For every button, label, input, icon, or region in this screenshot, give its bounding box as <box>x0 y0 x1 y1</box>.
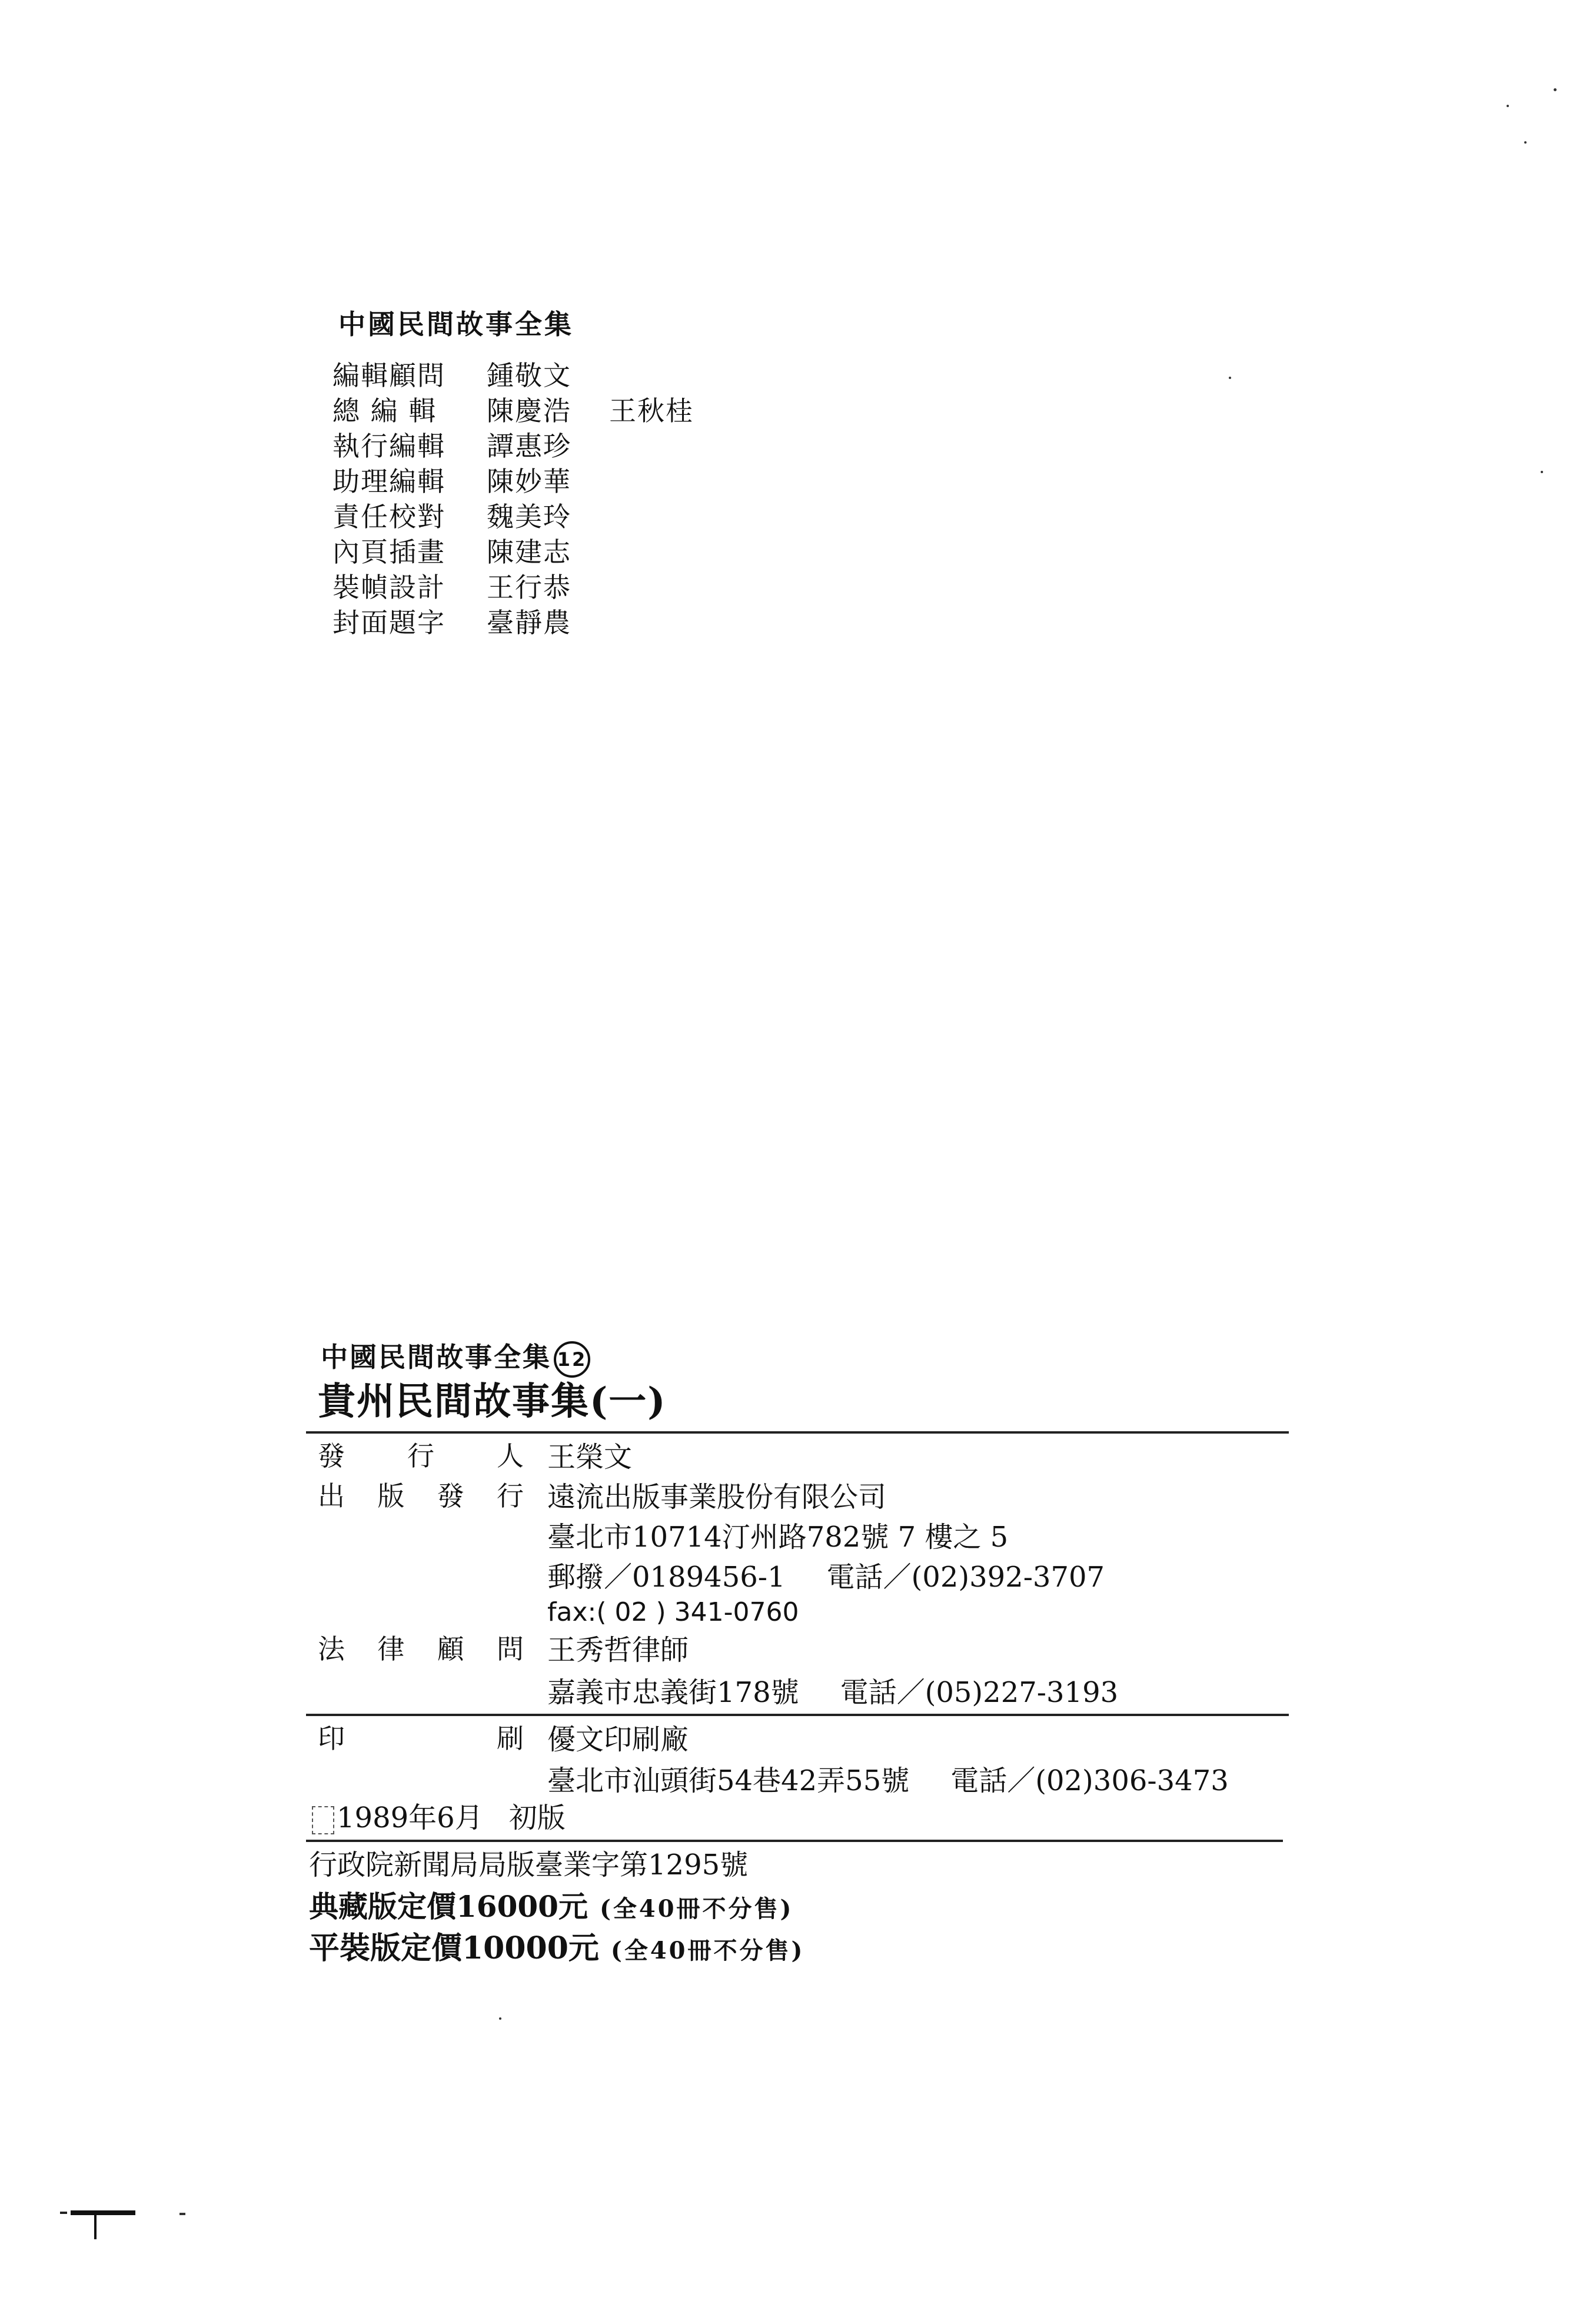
staff-role: 執行編輯 <box>332 430 445 462</box>
issuer-row <box>318 1475 887 1514</box>
staff-role: 封面題字 <box>332 607 445 639</box>
price-collector-note: (全40冊不分售) <box>599 1895 794 1923</box>
staff-series-title: 中國民間故事全集 <box>338 308 574 340</box>
printer-label: 印 刷 <box>318 1723 524 1754</box>
volume-number: 12 <box>554 1341 590 1378</box>
scan-speck <box>1554 88 1557 91</box>
scan-speck <box>1507 105 1509 107</box>
issuer-name: 遠流出版事業股份有限公司 <box>547 1480 887 1514</box>
staff-name-secondary: 王秋桂 <box>609 395 694 427</box>
license-number: 行政院新聞局局版臺業字第1295號 <box>309 1848 749 1881</box>
staff-role: 編輯顧問 <box>332 360 445 391</box>
staff-role: 責任校對 <box>332 501 445 533</box>
staff-name: 譚惠珍 <box>487 430 571 462</box>
staff-row <box>332 603 694 639</box>
publisher-label: 發 行 人 <box>318 1440 524 1472</box>
staff-name: 王行恭 <box>487 571 571 603</box>
staff-row <box>332 568 694 603</box>
staff-list <box>332 356 694 639</box>
staff-row <box>332 462 694 497</box>
issuer-fax: fax:( 02 ) 341-0760 <box>547 1597 799 1627</box>
staff-row <box>332 497 694 533</box>
printer-address: 臺北市汕頭街54巷42弄55號 <box>547 1764 910 1797</box>
issuer-phone: 電話／(02)392-3707 <box>826 1560 1105 1594</box>
scan-speck <box>1541 471 1543 473</box>
printer-row <box>318 1717 689 1756</box>
edition-date: 1989年6月 <box>337 1801 483 1834</box>
publisher-row <box>318 1435 633 1474</box>
edition-label: 初版 <box>508 1801 566 1834</box>
scan-mark-icon <box>59 2207 200 2242</box>
staff-row <box>332 427 694 462</box>
issuer-contact <box>547 1554 1105 1595</box>
staff-name: 鍾敬文 <box>487 360 571 391</box>
staff-role: 助理編輯 <box>332 466 445 497</box>
staff-role: 內頁插畫 <box>332 536 445 568</box>
price-collector: 典藏版定價16000元 (全40冊不分售) <box>309 1889 794 1924</box>
printer-name: 優文印刷廠 <box>547 1723 689 1756</box>
staff-role: 裝幀設計 <box>332 571 445 603</box>
staff-name: 臺靜農 <box>487 607 571 639</box>
staff-row <box>332 533 694 568</box>
legal-name: 王秀哲律師 <box>547 1633 689 1667</box>
issuer-postal: 郵撥／0189456-1 <box>547 1560 786 1594</box>
series-name: 中國民間故事全集 <box>321 1341 551 1373</box>
staff-name: 陳慶浩 <box>487 395 571 427</box>
staff-row <box>332 391 694 427</box>
legal-contact <box>547 1670 1118 1710</box>
edition-line <box>312 1795 566 1836</box>
staff-name: 魏美玲 <box>487 501 571 533</box>
divider <box>306 1714 1289 1716</box>
smudged-box-icon <box>312 1806 334 1834</box>
staff-role: 總 編 輯 <box>332 395 437 427</box>
scan-speck <box>499 2017 501 2020</box>
legal-label: 法 律 顧 問 <box>318 1633 524 1665</box>
legal-phone: 電話／(05)227-3193 <box>840 1675 1119 1709</box>
price-standard: 平裝版定價10000元 (全40冊不分售) <box>309 1930 805 1966</box>
printer-contact <box>547 1758 1229 1798</box>
divider <box>306 1431 1289 1434</box>
printer-phone: 電話／(02)306-3473 <box>950 1764 1229 1797</box>
legal-address: 嘉義市忠義街178號 <box>547 1675 799 1709</box>
staff-row <box>332 356 694 391</box>
publisher-name: 王榮文 <box>547 1440 633 1474</box>
book-title: 貴州民間故事集(一) <box>318 1379 667 1424</box>
scan-speck <box>1229 377 1231 379</box>
legal-row <box>318 1628 689 1667</box>
issuer-label: 出 版 發 行 <box>318 1480 524 1512</box>
price-standard-note: (全40冊不分售) <box>610 1937 805 1964</box>
issuer-address: 臺北市10714汀州路782號 7 樓之 5 <box>547 1520 1009 1554</box>
staff-name: 陳妙華 <box>487 466 571 497</box>
scan-speck <box>1524 141 1527 144</box>
staff-name: 陳建志 <box>487 536 571 568</box>
